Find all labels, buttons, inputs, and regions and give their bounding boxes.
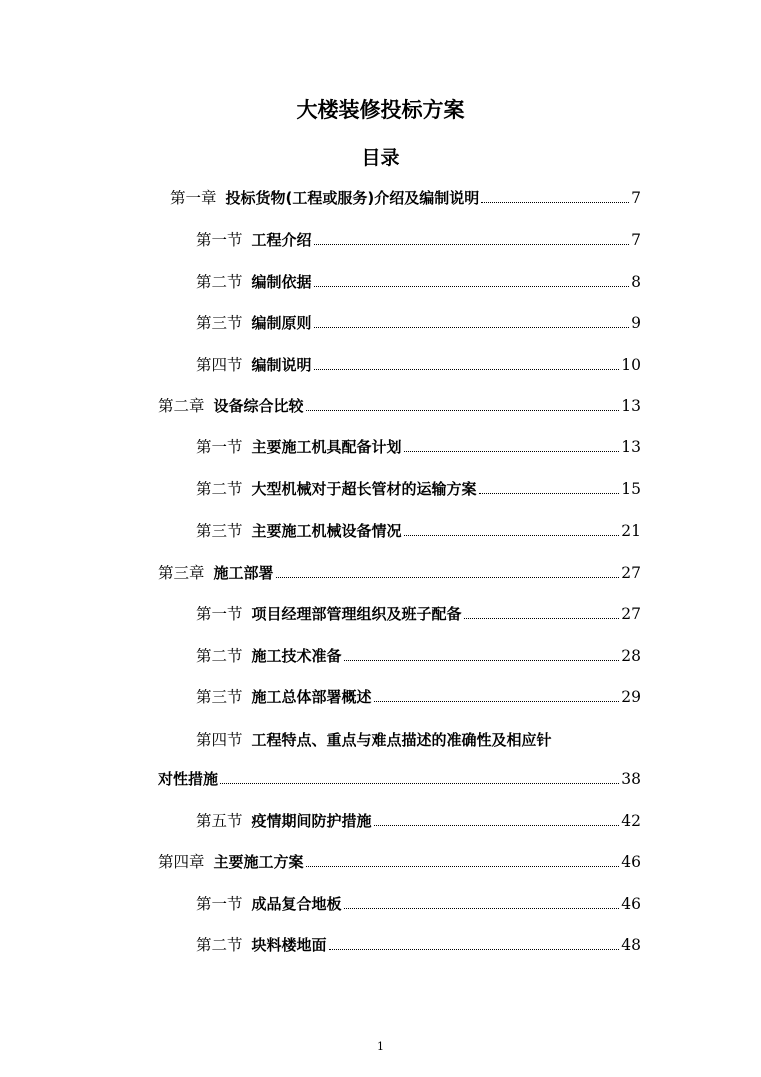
toc-entry-section[interactable]	[196, 602, 641, 626]
toc-entry-label: 第三节	[196, 688, 243, 706]
toc-entry-label: 第二章	[158, 397, 205, 415]
toc-entry-page: 13	[621, 438, 641, 456]
toc-entry-page: 27	[621, 564, 641, 582]
toc-entry-section[interactable]	[196, 435, 641, 459]
toc-entry-chapter-1[interactable]	[170, 186, 641, 210]
toc-entry-label: 第四节	[196, 731, 243, 749]
document-title: 大楼装修投标方案	[296, 98, 465, 122]
toc-leader-dots	[314, 368, 620, 370]
toc-entry-label: 第一节	[196, 895, 243, 913]
toc-entry-title: 投标货物(工程或服务)介绍及编制说明	[225, 189, 480, 207]
toc-entry-title: 设备综合比较	[213, 397, 304, 415]
toc-entry-page: 48	[621, 936, 641, 954]
toc-entry-section[interactable]	[196, 477, 641, 501]
toc-entry-page: 27	[621, 605, 641, 623]
toc-entry-title: 施工部署	[213, 564, 274, 582]
toc-entry-label: 第四章	[158, 853, 205, 871]
toc-entry-chapter-3[interactable]	[158, 561, 641, 585]
toc-entry-section[interactable]	[196, 311, 641, 335]
toc-entry-title: 大型机械对于超长管材的运输方案	[251, 480, 477, 498]
toc-leader-dots	[276, 576, 620, 578]
page-number: 1	[377, 1040, 384, 1053]
toc-entry-chapter-2[interactable]	[158, 394, 641, 418]
toc-leader-dots	[314, 326, 630, 328]
toc-entry-label: 第一节	[196, 605, 243, 623]
toc-leader-dots	[314, 243, 630, 245]
toc-entry-title: 施工技术准备	[251, 647, 342, 665]
toc-leader-dots	[306, 409, 620, 411]
toc-entry-label: 第三章	[158, 564, 205, 582]
toc-entry-chapter-4[interactable]	[158, 850, 641, 874]
toc-entry-section[interactable]	[196, 228, 641, 252]
toc-entry-label: 第一节	[196, 438, 243, 456]
toc-entry-label: 第一章	[170, 189, 217, 207]
toc-entry-title: 主要施工机械设备情况	[251, 522, 402, 540]
toc-entry-section[interactable]	[196, 644, 641, 668]
toc-entry-section[interactable]	[196, 270, 641, 294]
toc-entry-title: 主要施工机具配备计划	[251, 438, 402, 456]
toc-entry-section[interactable]	[196, 353, 641, 377]
toc-entry-page: 29	[621, 688, 641, 706]
toc-leader-dots	[404, 450, 620, 452]
toc-entry-title: 主要施工方案	[213, 853, 304, 871]
toc-entry-title-line1: 工程特点、重点与难点描述的准确性及相应针	[251, 731, 552, 749]
toc-entry-page: 7	[631, 231, 641, 249]
toc-entry-label: 第二节	[196, 936, 243, 954]
toc-entry-title: 项目经理部管理组织及班子配备	[251, 605, 462, 623]
toc-entry-page: 10	[621, 356, 641, 374]
toc-entry-title: 工程介绍	[251, 231, 312, 249]
toc-entry-page: 46	[621, 853, 641, 871]
toc-entry-section[interactable]	[196, 892, 641, 916]
toc-leader-dots	[479, 492, 620, 494]
toc-entry-title: 块料楼地面	[251, 936, 327, 954]
toc-entry-title-line2: 对性措施	[158, 770, 219, 788]
toc-entry-section[interactable]	[196, 519, 641, 543]
toc-leader-dots	[306, 865, 620, 867]
toc-entry-title: 成品复合地板	[251, 895, 342, 913]
toc-entry-label: 第二节	[196, 273, 243, 291]
toc-entry-label: 第二节	[196, 647, 243, 665]
toc-entry-title: 编制依据	[251, 273, 312, 291]
toc-entry-title: 编制原则	[251, 314, 312, 332]
toc-entry-label: 第三节	[196, 314, 243, 332]
toc-leader-dots	[481, 201, 629, 203]
toc-entry-page: 38	[621, 770, 641, 788]
toc-entry-section[interactable]	[196, 809, 641, 833]
toc-entry-title: 疫情期间防护措施	[251, 812, 372, 830]
toc-entry-page: 46	[621, 895, 641, 913]
toc-entry-page: 7	[631, 189, 641, 207]
toc-leader-dots	[404, 534, 620, 536]
toc-entry-label: 第二节	[196, 480, 243, 498]
toc-leader-dots	[344, 907, 620, 909]
toc-entry-page: 9	[631, 314, 641, 332]
toc-entry-page: 21	[621, 522, 641, 540]
toc-leader-dots	[464, 617, 620, 619]
toc-entry-section-wrapped-cont[interactable]	[158, 767, 641, 791]
toc-leader-dots	[329, 948, 620, 950]
toc-leader-dots	[374, 700, 620, 702]
toc-entry-page: 15	[621, 480, 641, 498]
toc-entry-page: 13	[621, 397, 641, 415]
toc-entry-section[interactable]	[196, 685, 641, 709]
toc-leader-dots	[314, 285, 630, 287]
toc-entry-page: 8	[631, 273, 641, 291]
toc-leader-dots	[374, 824, 620, 826]
toc-entry-page: 42	[621, 812, 641, 830]
toc-entry-label: 第五节	[196, 812, 243, 830]
toc-entry-label: 第三节	[196, 522, 243, 540]
toc-entry-title: 施工总体部署概述	[251, 688, 372, 706]
toc-entry-section[interactable]	[196, 933, 641, 957]
toc-leader-dots	[344, 659, 620, 661]
toc-entry-page: 28	[621, 647, 641, 665]
toc-leader-dots	[220, 782, 619, 784]
toc-entry-section-wrapped[interactable]	[196, 728, 552, 752]
toc-entry-title: 编制说明	[251, 356, 312, 374]
toc-entry-label: 第一节	[196, 231, 243, 249]
toc-entry-label: 第四节	[196, 356, 243, 374]
toc-heading: 目录	[361, 147, 400, 169]
